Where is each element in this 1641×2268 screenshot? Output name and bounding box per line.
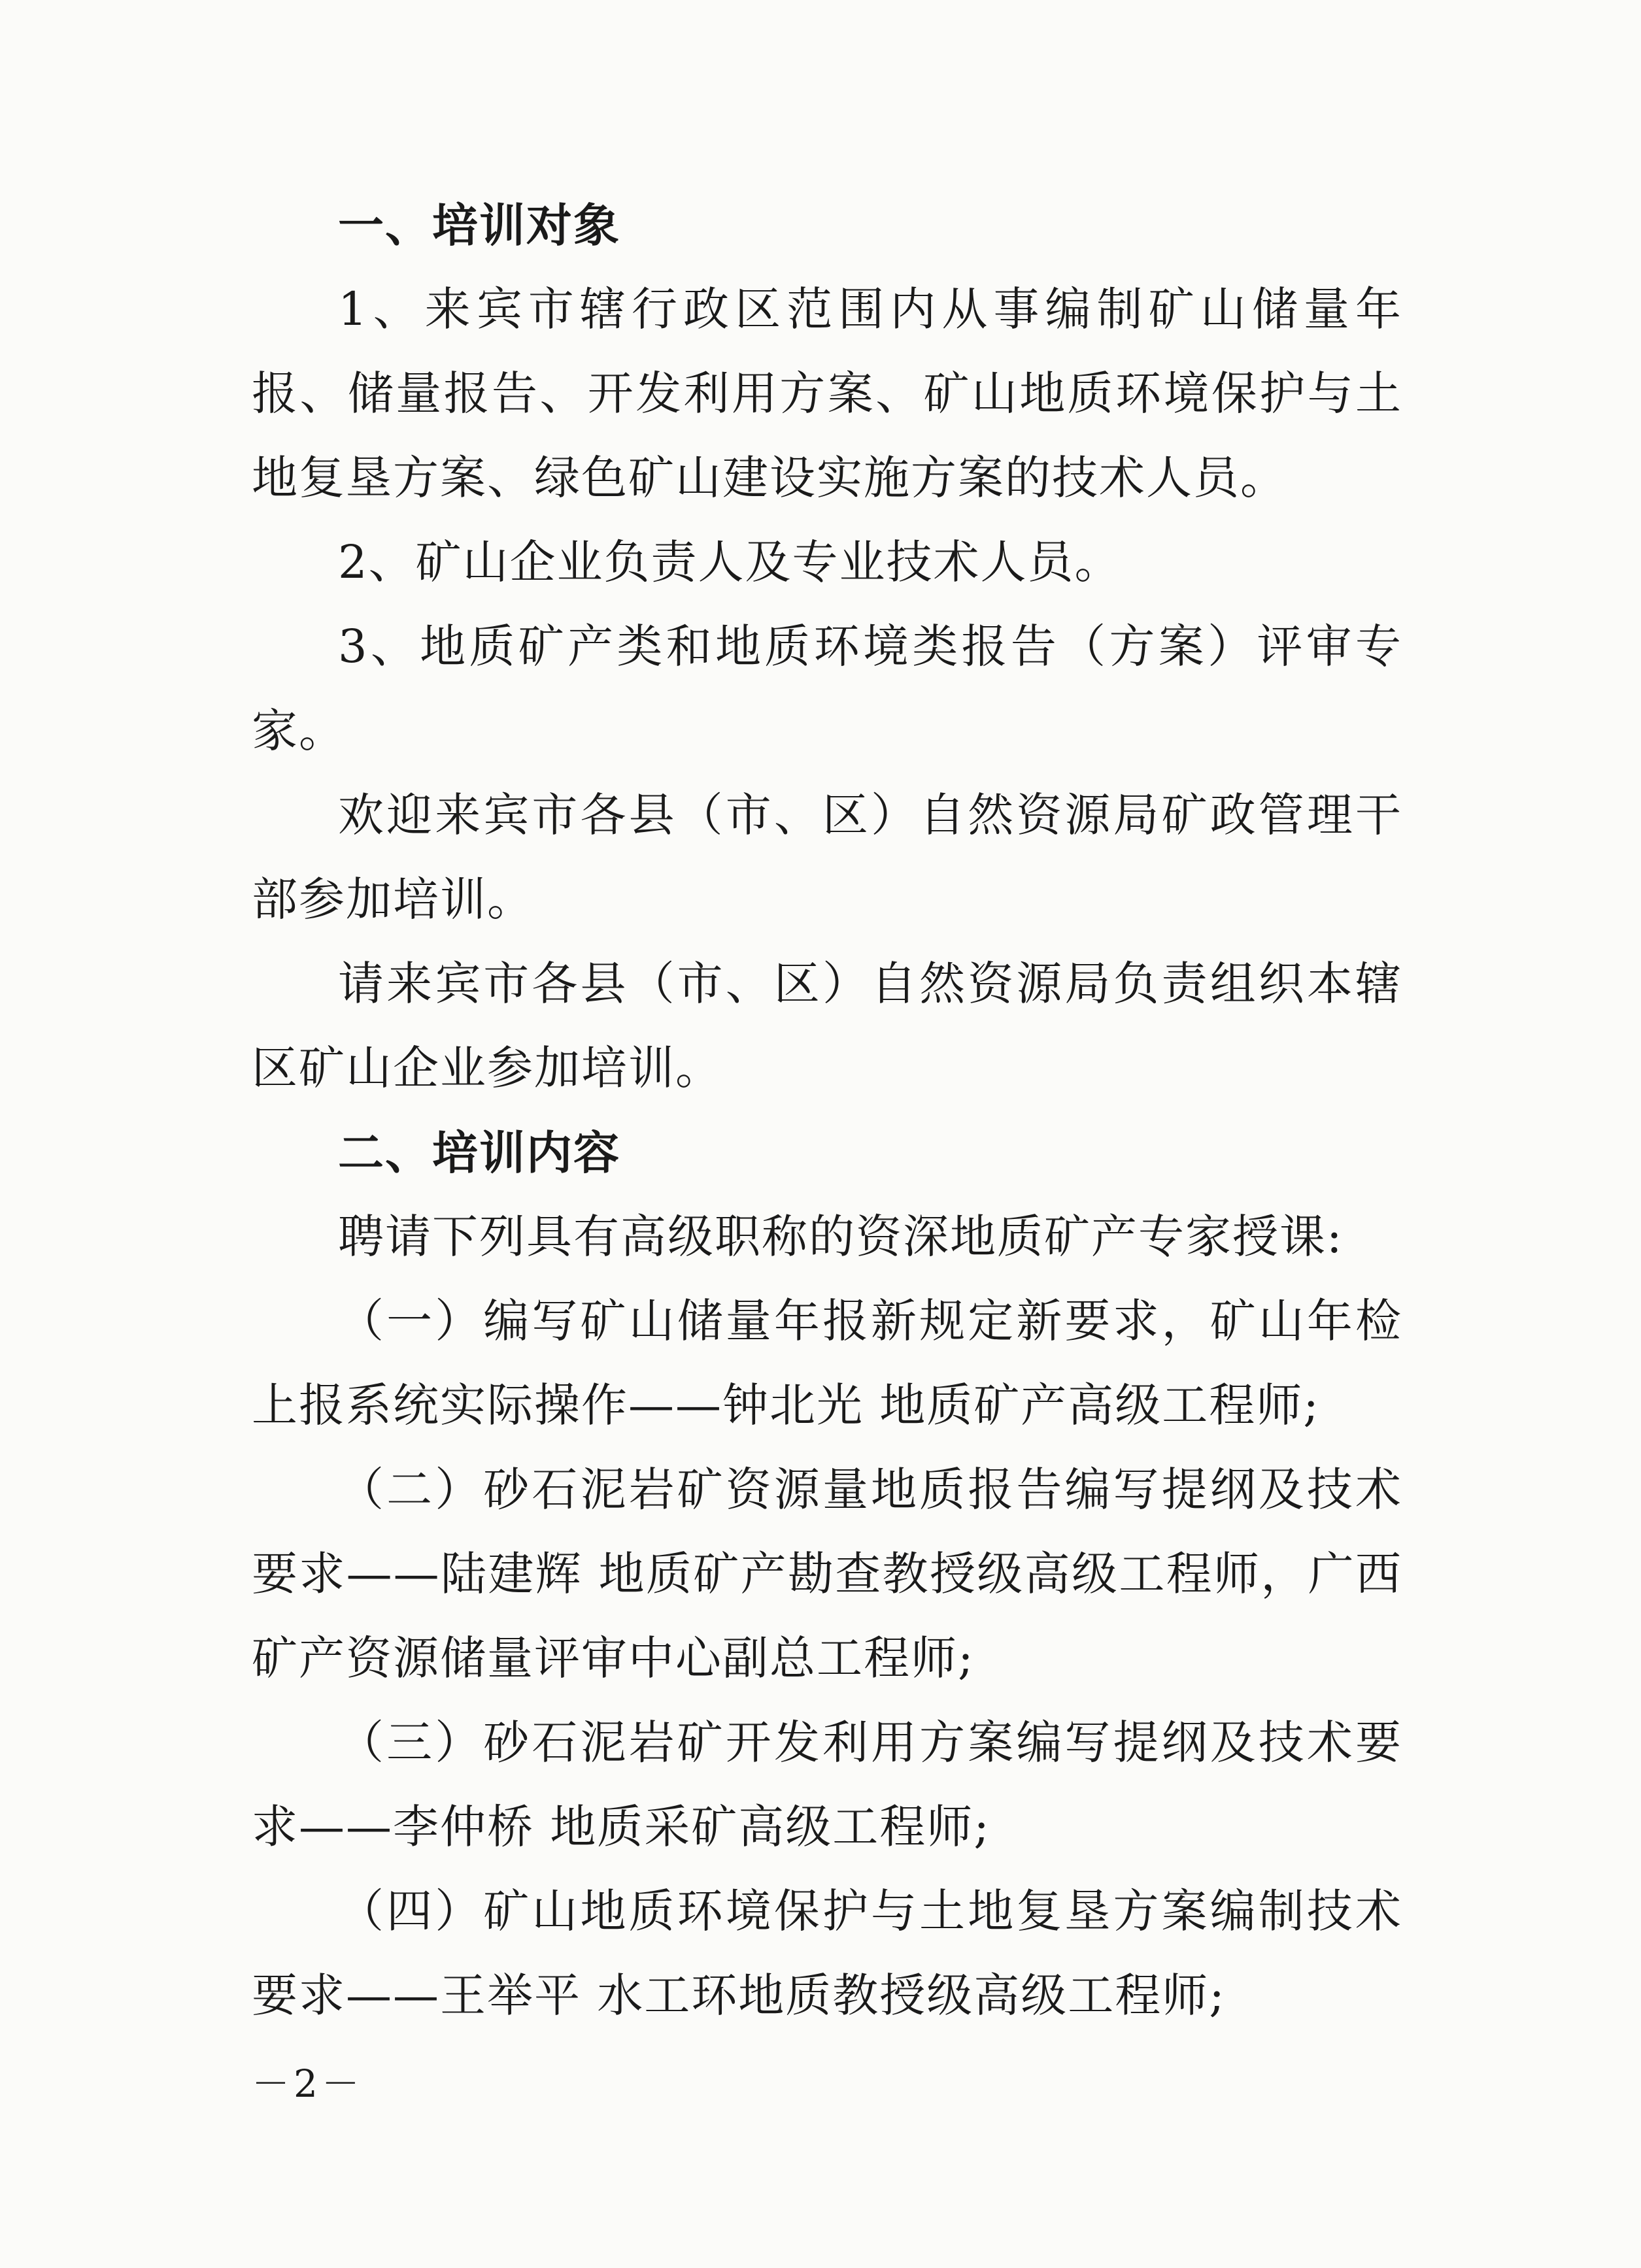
paragraph-course-2: （二）砂石泥岩矿资源量地质报告编写提纲及技术要求——陆建辉 地质矿产勘查教授级高级工程师，广西矿产资源储量评审中心副总工程师; [252,1463,1402,1685]
paragraph-course-3: （三）砂石泥岩矿开发利用方案编写提纲及技术要求——李仲桥 地质采矿高级工程师; [252,1716,1402,1854]
section-heading-training-targets: 一、培训对象 [338,198,620,252]
document-body [252,183,1402,2038]
section-heading-training-content: 二、培训内容 [338,1126,620,1180]
paragraph-target-1: 1、来宾市辖行政区范围内从事编制矿山储量年报、储量报告、开发利用方案、矿山地质环境保护与土地复垦方案、绿色矿山建设实施方案的技术人员。 [252,282,1402,505]
paragraph-welcome: 欢迎来宾市各县（市、区）自然资源局矿政管理干部参加培训。 [252,788,1402,926]
paragraph-target-2: 2、矿山企业负责人及专业技术人员。 [338,535,1122,589]
page-number: －2－ [252,2061,364,2106]
paragraph-experts-intro: 聘请下列具有高级职称的资深地质矿产专家授课: [338,1210,1344,1263]
paragraph-target-3: 3、地质矿产类和地质环境类报告（方案）评审专家。 [252,620,1402,758]
paragraph-course-1: （一）编写矿山储量年报新规定新要求，矿山年检上报系统实际操作——钟北光 地质矿产高级工程师; [252,1294,1402,1432]
paragraph-organize: 请来宾市各县（市、区）自然资源局负责组织本辖区矿山企业参加培训。 [252,957,1402,1095]
paragraph-course-4: （四）矿山地质环境保护与土地复垦方案编制技术要求——王举平 水工环地质教授级高级工程师; [252,1884,1402,2022]
